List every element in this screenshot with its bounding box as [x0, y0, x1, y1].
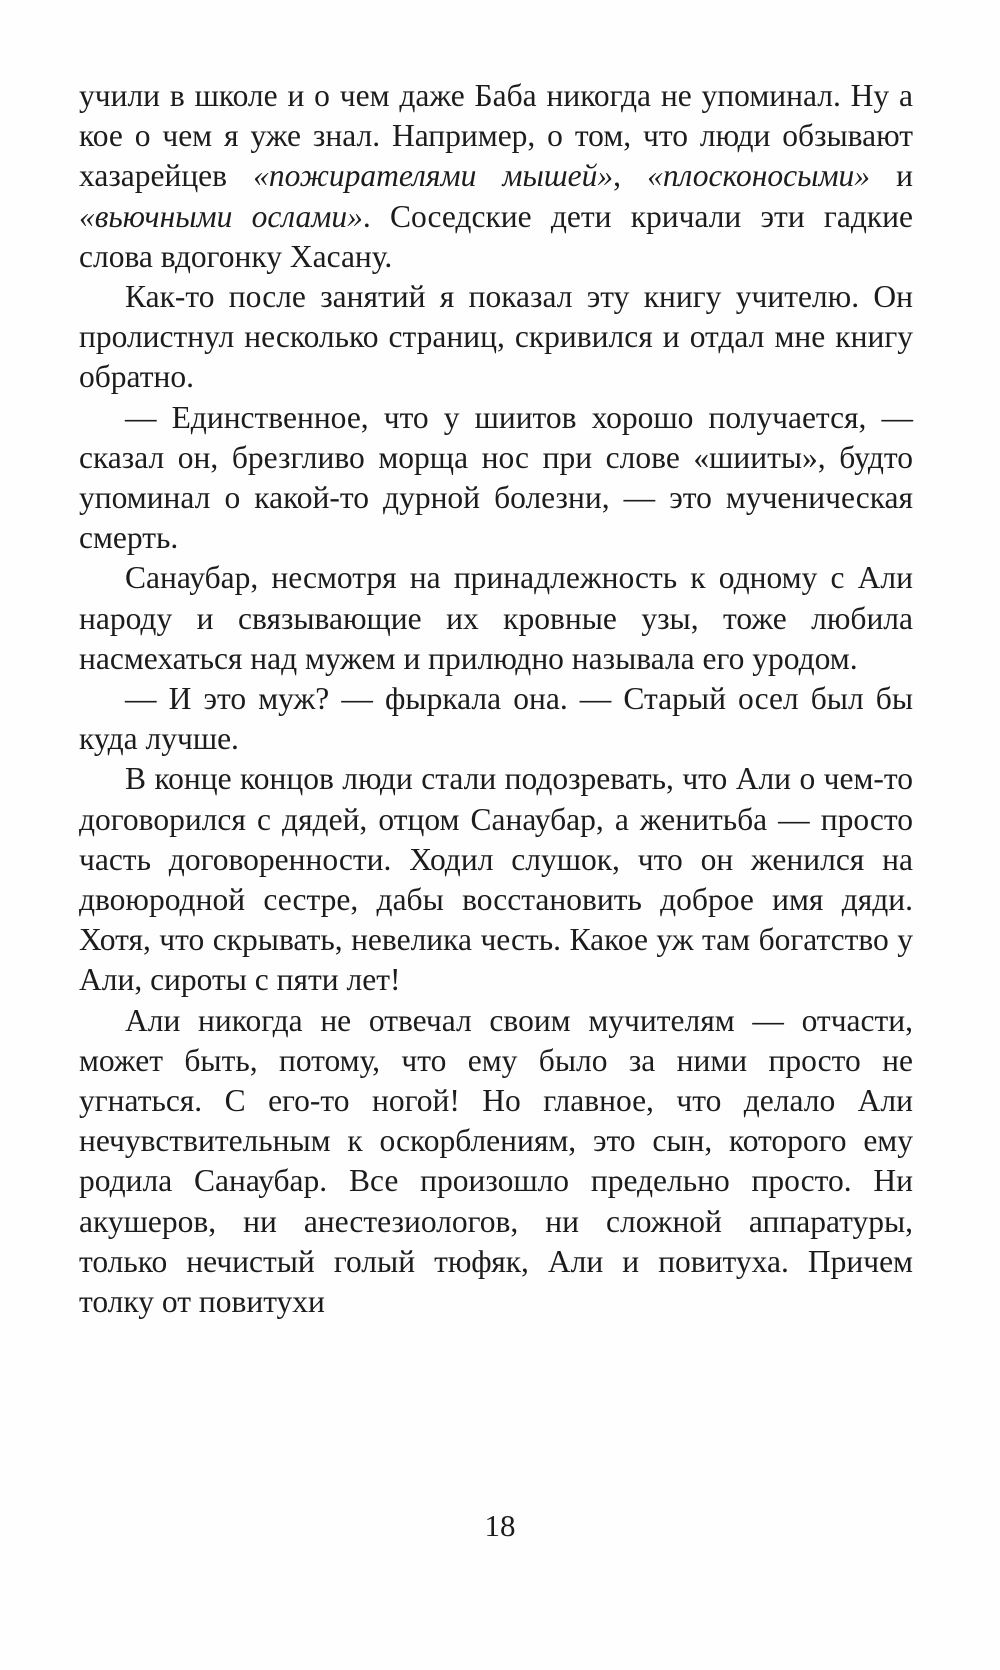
italic-span: «пожирателями мышей» [253, 158, 614, 194]
paragraph-1 [79, 76, 913, 277]
text-span: — Единственное, что у шиитов хорошо получается, — сказал он, брезгливо морща нос при слове «шииты», будто упоминал о какой-то дурной болезни, — это мученическая смерть. [79, 399, 913, 556]
text-span: учили в школе и о чем даже Баба никогда не упоминал. Ну а кое о чем я уже знал. Например, о том, что люди обзывают хазарейцев [79, 78, 913, 194]
italic-span: «вьючными ослами» [79, 198, 363, 234]
paragraph-5-dialogue [79, 679, 913, 759]
body-text [79, 76, 913, 1322]
text-span: В конце концов люди стали подозревать, что Али о чем-то договорился с дядей, отцом Санаубар, а женитьба — просто часть договоренности. Ходил слушок, что он женился на двоюродной сестре, дабы восстановить доброе имя дяди. Хотя, что скрывать, невелика честь. Какое уж там богатство у Али, сироты с пяти лет! [79, 761, 913, 998]
paragraph-7 [79, 1001, 913, 1323]
page-number: 18 [484, 1508, 516, 1543]
text-span: и [870, 158, 914, 194]
paragraph-6 [79, 759, 913, 1000]
text-span: — И это муж? — фыркала она. — Старый осел был бы куда лучше. [79, 681, 913, 757]
text-span: Как-то после занятий я показал эту книгу учителю. Он пролистнул несколько страниц, скривился и отдал мне книгу обратно. [79, 279, 913, 395]
text-span: , [613, 158, 648, 194]
text-span: Али никогда не отвечал своим мучителям — отчасти, может быть, потому, что ему было за ними просто не угнаться. С его-то ногой! Но главное, что делало Али нечувствительным к оскорблениям, это сын, которого ему родила Санаубар. Все произошло предельно просто. Ни акушеров, ни анестезиологов, ни сложной аппаратуры, только нечистый голый тюфяк, Али и повитуха. Причем толку от повитухи [79, 1002, 913, 1320]
paragraph-2 [79, 277, 913, 398]
paragraph-4 [79, 558, 913, 679]
text-span: . Соседские дети кричали эти гадкие слова вдогонку Хасану. [79, 198, 913, 274]
paragraph-3-dialogue [79, 398, 913, 559]
italic-span: «плосконосыми» [647, 158, 871, 194]
text-span: Санаубар, несмотря на принадлежность к одному с Али народу и связывающие их кровные узы, тоже любила насмехаться над мужем и прилюдно называла его уродом. [79, 560, 913, 676]
